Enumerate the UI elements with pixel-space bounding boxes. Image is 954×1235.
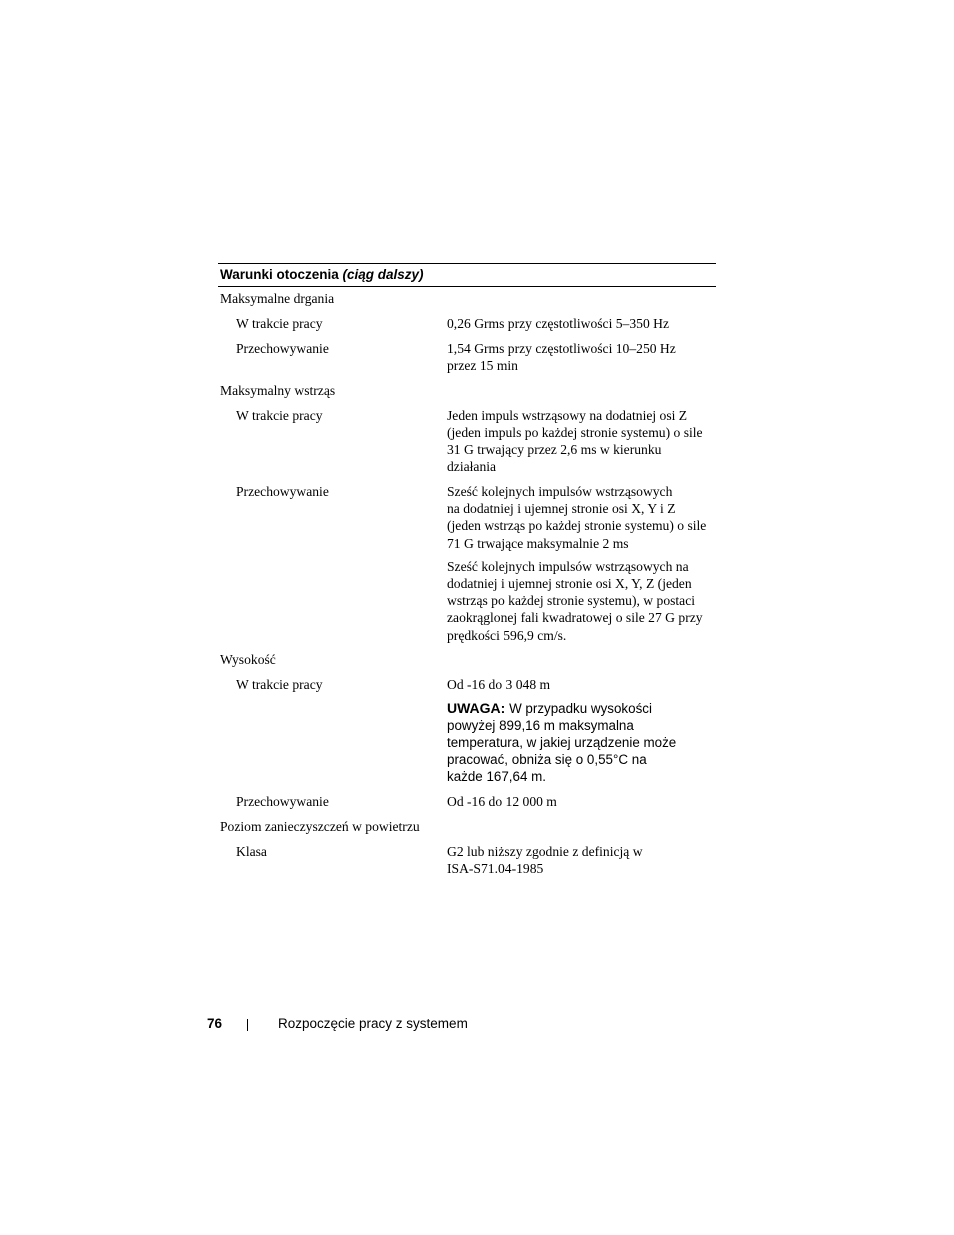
altitude-note-line1 [447,700,719,717]
shock-storage-label: Przechowywanie [236,484,329,499]
shock-storage-a-line2: na dodatniej i ujemnej stronie osi X, Y i Z [447,501,676,516]
altitude-storage-value: Od -16 do 12 000 m [447,794,557,809]
table-header-title: Warunki otoczenia [220,267,339,282]
shock-operating-line3: 31 G trwający przez 2,6 ms w kierunku [447,442,662,457]
page-footer [0,1016,954,1036]
altitude-note-line3: temperatura, w jakiej urządzenie może [447,735,677,750]
altitude-note-line4: pracować, obniża się o 0,55°C na [447,752,647,767]
shock-storage-b-line3: wstrząs po każdej stronie systemu), w postaci [447,593,696,608]
vibration-operating-label: W trakcie pracy [236,316,323,331]
contaminants-class-label: Klasa [236,844,267,859]
shock-storage-a-line3: (jeden wstrząs po każdej stronie systemu) o sile [447,518,707,533]
note-label: UWAGA: [447,700,506,716]
shock-storage-a-line4: 71 G trwające maksymalnie 2 ms [447,536,629,551]
footer-title: Rozpoczęcie pracy z systemem [278,1016,468,1031]
altitude-operating-value: Od -16 do 3 048 m [447,677,551,692]
altitude-note-line2: powyżej 899,16 m maksymalna [447,718,634,733]
altitude-operating-label: W trakcie pracy [236,677,323,692]
note-text-line1: W przypadku wysokości [509,701,652,716]
shock-operating-line1: Jeden impuls wstrząsowy na dodatniej osi Z [447,408,688,423]
altitude-label: Wysokość [220,652,276,667]
shock-label: Maksymalny wstrząs [220,383,336,398]
table-header [218,263,716,287]
vibration-storage-value-line2: przez 15 min [447,358,518,373]
environment-table [218,263,716,876]
altitude-note-line5: każde 167,64 m. [447,769,547,784]
shock-operating-label: W trakcie pracy [236,408,323,423]
contaminants-class-line2: ISA-S71.04-1985 [447,861,544,876]
vibration-storage-value-line1: 1,54 Grms przy częstotliwości 10–250 Hz [447,341,676,356]
vibration-label: Maksymalne drgania [220,291,335,306]
shock-storage-b-line1: Sześć kolejnych impulsów wstrząsowych na [447,559,689,574]
shock-storage-b-line4: zaokrąglonej fali kwadratowej o sile 27 G przy [447,610,703,625]
footer-separator [247,1019,248,1031]
table-header-continued: (ciąg dalszy) [342,267,424,282]
shock-storage-b-line2: dodatniej i ujemnej stronie osi X, Y, Z (jeden [447,576,692,591]
vibration-operating-value: 0,26 Grms przy częstotliwości 5–350 Hz [447,316,669,331]
shock-operating-line2: (jeden impuls po każdej stronie systemu) o sile [447,425,703,440]
shock-operating-line4: działania [447,459,497,474]
contaminants-class-line1: G2 lub niższy zgodnie z definicją w [447,844,643,859]
shock-storage-b-line5: prędkości 596,9 cm/s. [447,628,567,643]
vibration-storage-label: Przechowywanie [236,341,329,356]
shock-storage-a-line1: Sześć kolejnych impulsów wstrząsowych [447,484,673,499]
altitude-storage-label: Przechowywanie [236,794,329,809]
page-number: 76 [207,1016,223,1031]
contaminants-label: Poziom zanieczyszczeń w powietrzu [220,819,420,834]
